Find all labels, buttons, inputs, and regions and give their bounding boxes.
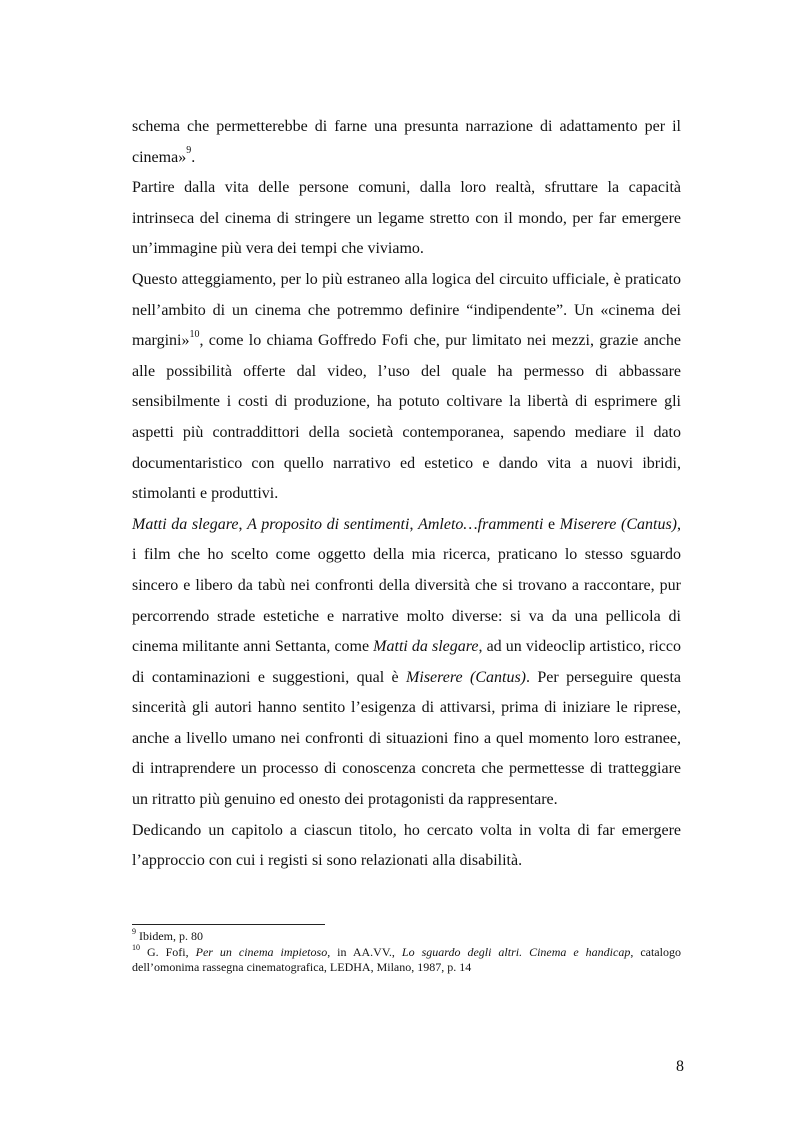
body-text xyxy=(132,112,681,877)
paragraph-1-text: schema che permetterebbe di farne una presunta narrazione di adattamento per il cinema» xyxy=(132,118,681,166)
footnote-10 xyxy=(132,942,681,976)
paragraph-4-text-2: , ad un videoclip artistico, ricco di contaminazioni e suggestioni, qual è xyxy=(132,638,682,686)
film-title-a-proposito-di-sentimenti: A proposito di sentimenti xyxy=(247,515,410,533)
footnote-10-author: G. Fofi, xyxy=(140,944,196,959)
footnote-10-title: Per un cinema impietoso xyxy=(195,944,328,959)
paragraph-3-after: , come lo chiama Goffredo Fofi che, pur limitato nei mezzi, grazie anche alle possibilità offerte dal video, l’uso del quale ha permesso di abbassare sensibilmente i costi di produzione, ha potuto coltivare la libertà di esprimere gli aspetti più contraddittori della società contemporanea, sapendo mediare il dato documentaristico con quello narrativo ed estetico e dando vita a nuovi ibridi, stimolanti e produttivi. xyxy=(132,332,681,503)
footnote-ref-9[interactable]: 9 xyxy=(186,145,192,157)
film-title-matti-da-slegare: Matti da slegare xyxy=(373,638,479,656)
paragraph-5: Dedicando un capitolo a ciascun titolo, ho cercato volta in volta di far emergere l’approccio con cui i registi si sono relazionati alla disabilità. xyxy=(132,821,681,870)
paragraph-3-before: Questo atteggiamento, per lo più estraneo alla logica del circuito ufficiale, è praticato nell’ambito di un cinema che potremmo definire “indipendente”. Un «cinema dei margini» xyxy=(132,270,681,350)
footnote-10-mid: , in AA.VV., xyxy=(327,944,402,959)
film-title-matti-da-slegare: Matti da slegare xyxy=(132,515,239,533)
footnote-10-book: Lo sguardo degli altri. Cinema e handicap xyxy=(401,944,631,959)
separator: e xyxy=(543,515,560,533)
separator: , xyxy=(238,515,248,533)
paragraph-1-end: . xyxy=(191,148,196,166)
footnote-ref-10[interactable]: 10 xyxy=(189,328,200,340)
footnote-9 xyxy=(132,929,681,945)
paragraph-1 xyxy=(132,112,681,173)
footnote-10-rest: , catalogo dell’omonima rassegna cinematografica, LEDHA, Milano, 1987, p. 14 xyxy=(132,944,681,974)
film-title-miserere-cantus: Miserere (Cantus) xyxy=(559,515,678,533)
separator: , xyxy=(409,515,419,533)
footnote-number: 10 xyxy=(132,942,140,952)
footnote-9-text: Ibidem, p. 80 xyxy=(136,929,203,943)
footnotes xyxy=(132,929,681,976)
paragraph-4-text-3: . Per perseguire questa sincerità gli autori hanno sentito l’esigenza di attivarsi, prima di iniziare le riprese, anche a livello umano nei confronti di situazioni fino a quel momento loro estranee, di intraprendere un processo di conoscenza concreta che permettesse di tratteggiare un ritratto più genuino ed onesto dei protagonisti da rappresentare. xyxy=(132,668,682,809)
film-title-miserere-cantus: Miserere (Cantus) xyxy=(406,668,527,686)
paragraph-2: Partire dalla vita delle persone comuni, dalla loro realtà, sfruttare la capacità intrinseca del cinema di stringere un legame stretto con il mondo, per far emergere un’immagine più vera dei tempi che viviamo. xyxy=(132,179,681,258)
film-title-amleto-frammenti: Amleto…frammenti xyxy=(418,515,544,533)
paragraph-4 xyxy=(132,510,681,816)
paragraph-3 xyxy=(132,265,681,510)
footnote-number: 9 xyxy=(132,927,136,936)
paragraph-4-text-1: , i film che ho scelto come oggetto della mia ricerca, praticano lo stesso sguardo sincero e libero da tabù nei confronti della diversità che si trovano a raccontare, pur percorrendo strade estetiche e narrative molto diverse: si va da una pellicola di cinema militante anni Settanta, come xyxy=(132,515,682,656)
footnote-divider xyxy=(132,924,325,925)
page-number: 8 xyxy=(676,1058,684,1075)
